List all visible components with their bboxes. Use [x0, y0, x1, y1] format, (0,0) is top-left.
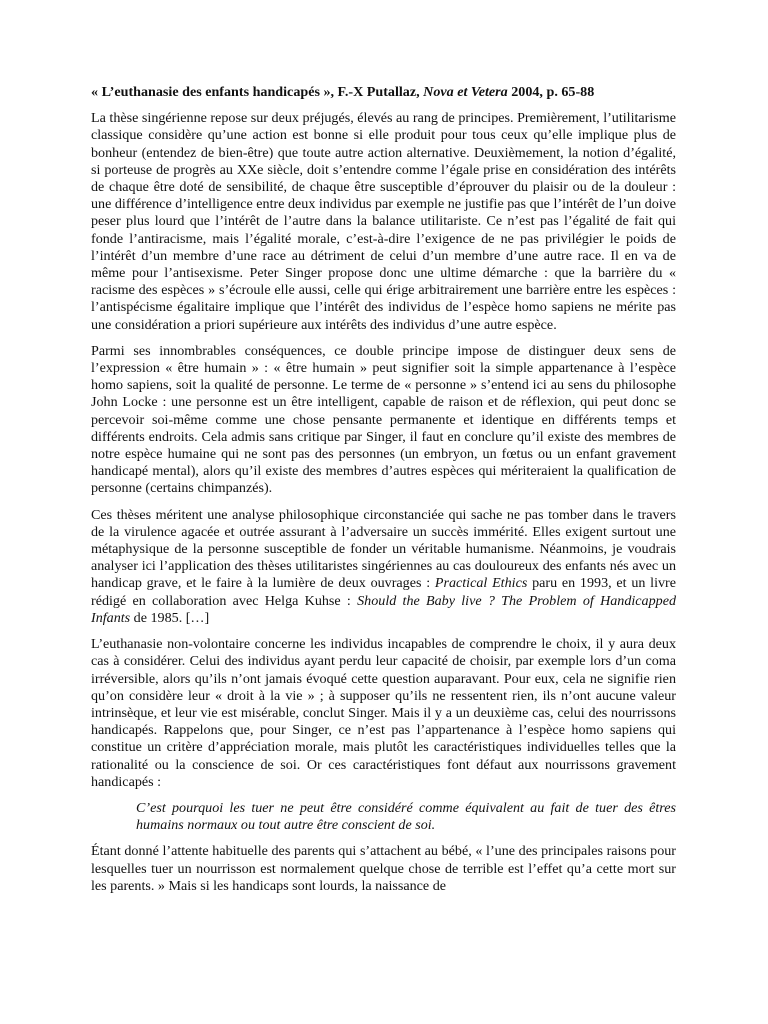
document-page [91, 84, 676, 895]
paragraph-3 [91, 507, 676, 627]
paragraph-3-text-a: Ces thèses méritent une analyse philosophique circonstanciée qui sache ne pas tomber dans le travers de la virulence agacée et outrée assurant à l’adversaire un succès immérité. Elles exigent surtout une métaphysique de la personne susceptible de fonder un véritable humanisme. Néanmoins, je voudrais analyser ici l’application des thèses utilitaristes singériennes au cas douloureux des enfants nés avec un handicap grave, et le faire à la lumière de deux ouvrages : [91, 506, 676, 592]
heading-suffix: 2004, p. 65-88 [507, 84, 595, 100]
paragraph-5: Étant donné l’attente habituelle des parents qui s’attachent au bébé, « l’une des principales raisons pour lesquelles tuer un nourrisson est normalement quelque chose de terrible est l’effet qu’a cette mort sur les parents. » Mais si les handicaps sont lourds, la naissance de [91, 843, 676, 894]
heading-prefix: « L’euthanasie des enfants handicapés », F.-X Putallaz, [91, 84, 424, 100]
paragraph-3-text-c: de 1985. […] [130, 609, 210, 626]
paragraph-3-text-b: paru en 1993, et un livre rédigé en collaboration avec Helga Kuhse : [91, 575, 676, 609]
paragraph-1: La thèse singérienne repose sur deux préjugés, élevés au rang de principes. Premièrement, l’utilitarisme classique considère qu’une action est bonne si elle produit pour tous ceux qu’elle implique plus de bonheur (entendez de bien-être) que toute autre action alternative. Deuxièmement, la notion d’égalité, si porteuse de progrès au XXe siècle, doit s’entendre comme l’égale prise en considération des intérêts de chaque être doté de sensibilité, de chaque être susceptible d’éprouver du plaisir ou de la douleur : une différence d’intelligence entre deux individus par exemple ne justifie pas que l’intérêt de l’un doive peser plus lourd que l’intérêt de l’autre dans la balance utilitariste. Ce n’est pas l’égalité de fait qui fonde l’antiracisme, mais l’égalité morale, c’est-à-dire l’exigence de ne pas privilégier le poids de l’intérêt d’un membre d’une race au détriment de celui d’un membre d’une autre race. Il en va de même pour l’antisexisme. Peter Singer propose donc une ultime démarche : que la barrière du « racisme des espèces » s’écroule elle aussi, celle qui érige arbitrairement une barrière entre les espèces : l’antispécisme égalitaire implique que l’intérêt des individus de l’espèce homo sapiens ne mérite pas une considération a priori supérieure aux intérêts des individus d’une autre espèce. [91, 110, 676, 333]
paragraph-2: Parmi ses innombrables conséquences, ce double principe impose de distinguer deux sens de l’expression « être humain » : « être humain » peut signifier soit la simple appartenance à l’espèce homo sapiens, soit la qualité de personne. Le terme de « personne » s’entend ici au sens du philosophe John Locke : une personne est un être intelligent, capable de raison et de réflexion, qui peut donc se percevoir soi-même comme une chose pensante permanente et identique en différents temps et différents endroits. Cela admis sans critique par Singer, il faut en conclure qu’il existe des membres de notre espèce humaine qui ne sont pas des personnes (un embryon, un fœtus ou un enfant gravement handicapé mental), alors qu’il existe des membres d’autres espèces qui mériteraient la qualification de personne (certains chimpanzés). [91, 342, 676, 497]
document-heading [91, 84, 676, 101]
book-title-practical-ethics: Practical Ethics [434, 575, 528, 592]
block-quote: C’est pourquoi les tuer ne peut être considéré comme équivalent au fait de tuer des êtres humains normaux ou tout autre être conscient de soi. [136, 799, 676, 834]
book-title-should-the-baby-live: Should the Baby live ? The Problem of Handicapped Infants [91, 592, 677, 626]
paragraph-4: L’euthanasie non-volontaire concerne les individus incapables de comprendre le choix, il y aura deux cas à considérer. Celui des individus ayant perdu leur capacité de choisir, par exemple lors d’un coma irréversible, alors qu’ils n’ont jamais évoqué cette question auparavant. Pour eux, cela ne signifie rien qu’on considère leur « droit à la vie » ; à supposer qu’ils ne ressentent rien, ils n’ont aucune valeur intrinsèque, et leur vie est misérable, conclut Singer. Mais il y a un deuxième cas, celui des nourrissons handicapés. Rappelons que, pour Singer, ce n’est pas l’appartenance à l’espèce homo sapiens qui constitue un critère d’appréciation morale, mais plutôt les caractéristiques individuelles telles que la rationalité ou la conscience de soi. Or ces caractéristiques font défaut aux nourrissons gravement handicapés : [91, 636, 676, 790]
heading-journal-title: Nova et Vetera [423, 84, 508, 100]
